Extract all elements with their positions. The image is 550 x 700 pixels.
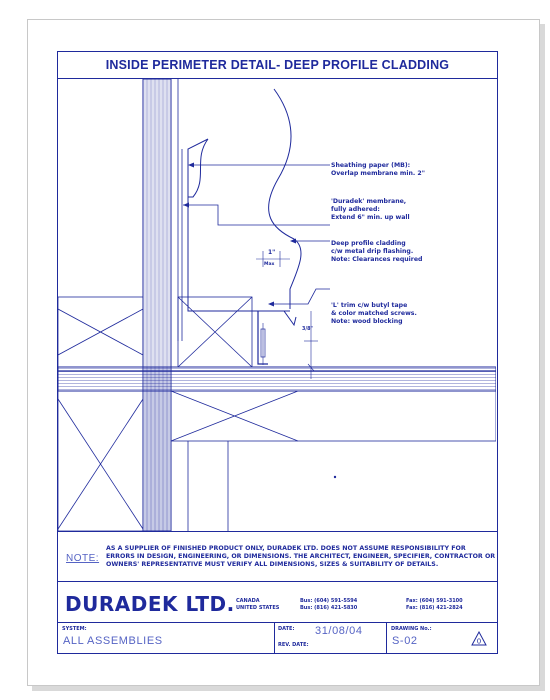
annotation-membrane-3: Extend 6" min. up wall xyxy=(331,214,410,221)
info-section xyxy=(58,622,497,653)
drawing-frame xyxy=(57,51,498,654)
annotation-membrane-1: 'Duradek' membrane, xyxy=(331,198,407,205)
note-text: AS A SUPPLIER OF FINISHED PRODUCT ONLY, DURADEK LTD. DOES NOT ASSUME RESPONSIBILITY FOR ERRORS IN DESIGN, ENGINEERING, OR DIMENSIONS. THE ARCHITECT, ENGINEER, SPECIFIER, CONTRACTOR OR OWNERS' REPRESENTATIVE MUST VERIFY ALL DIMENSIONS, SIZES & SUITABILITY OF DETAILS. xyxy=(106,545,496,569)
fax-canada: Fax: (604) 591-3100 xyxy=(406,598,463,604)
annotation-cladding-3: Note: Clearances required xyxy=(331,256,423,263)
revision-mark: 0 xyxy=(476,637,482,646)
floor-joist-lower-right xyxy=(171,391,496,441)
cladding-profile xyxy=(188,89,301,309)
note-label: NOTE: xyxy=(66,553,100,564)
note-section xyxy=(58,531,497,581)
drawing-number-label: DRAWING No.: xyxy=(391,626,432,632)
system-value: ALL ASSEMBLIES xyxy=(63,635,163,647)
annotation-trim-2: & color matched screws. xyxy=(331,310,417,317)
date-cell xyxy=(274,623,386,653)
company-name: DURADEK LTD. xyxy=(65,592,235,616)
bus-phone-canada: Bus: (604) 591-5594 xyxy=(300,598,358,604)
drawing-number-value: S-02 xyxy=(392,635,418,647)
annotation-membrane-2: fully adhered: xyxy=(331,206,380,213)
dimension-side: 3/8" xyxy=(302,327,313,332)
drip-flashing xyxy=(284,311,296,325)
country-usa: UNITED STATES xyxy=(236,605,280,611)
dimension-top-sub: Max xyxy=(264,262,275,267)
annotation-sheathing-1: Sheathing paper (MB): xyxy=(331,162,411,169)
wall-stud-lower xyxy=(143,367,171,531)
annotation-trim-3: Note: wood blocking xyxy=(331,318,403,325)
rev-date-label: REV. DATE: xyxy=(278,642,309,648)
revision-triangle-icon xyxy=(471,631,487,647)
system-cell xyxy=(58,623,274,653)
company-section xyxy=(58,581,497,622)
drawing-title: INSIDE PERIMETER DETAIL- DEEP PROFILE CLADDING xyxy=(58,52,497,79)
drawing-number-cell xyxy=(386,623,497,653)
bus-phone-usa: Bus: (816) 421-5830 xyxy=(300,605,358,611)
fax-usa: Fax: (816) 421-2824 xyxy=(406,605,463,611)
leader-trim xyxy=(270,289,330,304)
detail-drawing xyxy=(58,79,496,531)
date-value: 31/08/04 xyxy=(315,625,363,637)
system-label: SYSTEM: xyxy=(62,626,87,632)
annotation-cladding-2: c/w metal drip flashing. xyxy=(331,248,414,255)
date-label: DATE: xyxy=(278,626,295,632)
annotation-trim-1: 'L' trim c/w butyl tape xyxy=(331,302,408,309)
annotation-sheathing-2: Overlap membrane min. 2" xyxy=(331,170,425,177)
dimension-top: 1" xyxy=(268,249,276,256)
leader-membrane xyxy=(183,205,330,225)
country-canada: CANADA xyxy=(236,598,260,604)
annotation-cladding-1: Deep profile cladding xyxy=(331,240,406,247)
